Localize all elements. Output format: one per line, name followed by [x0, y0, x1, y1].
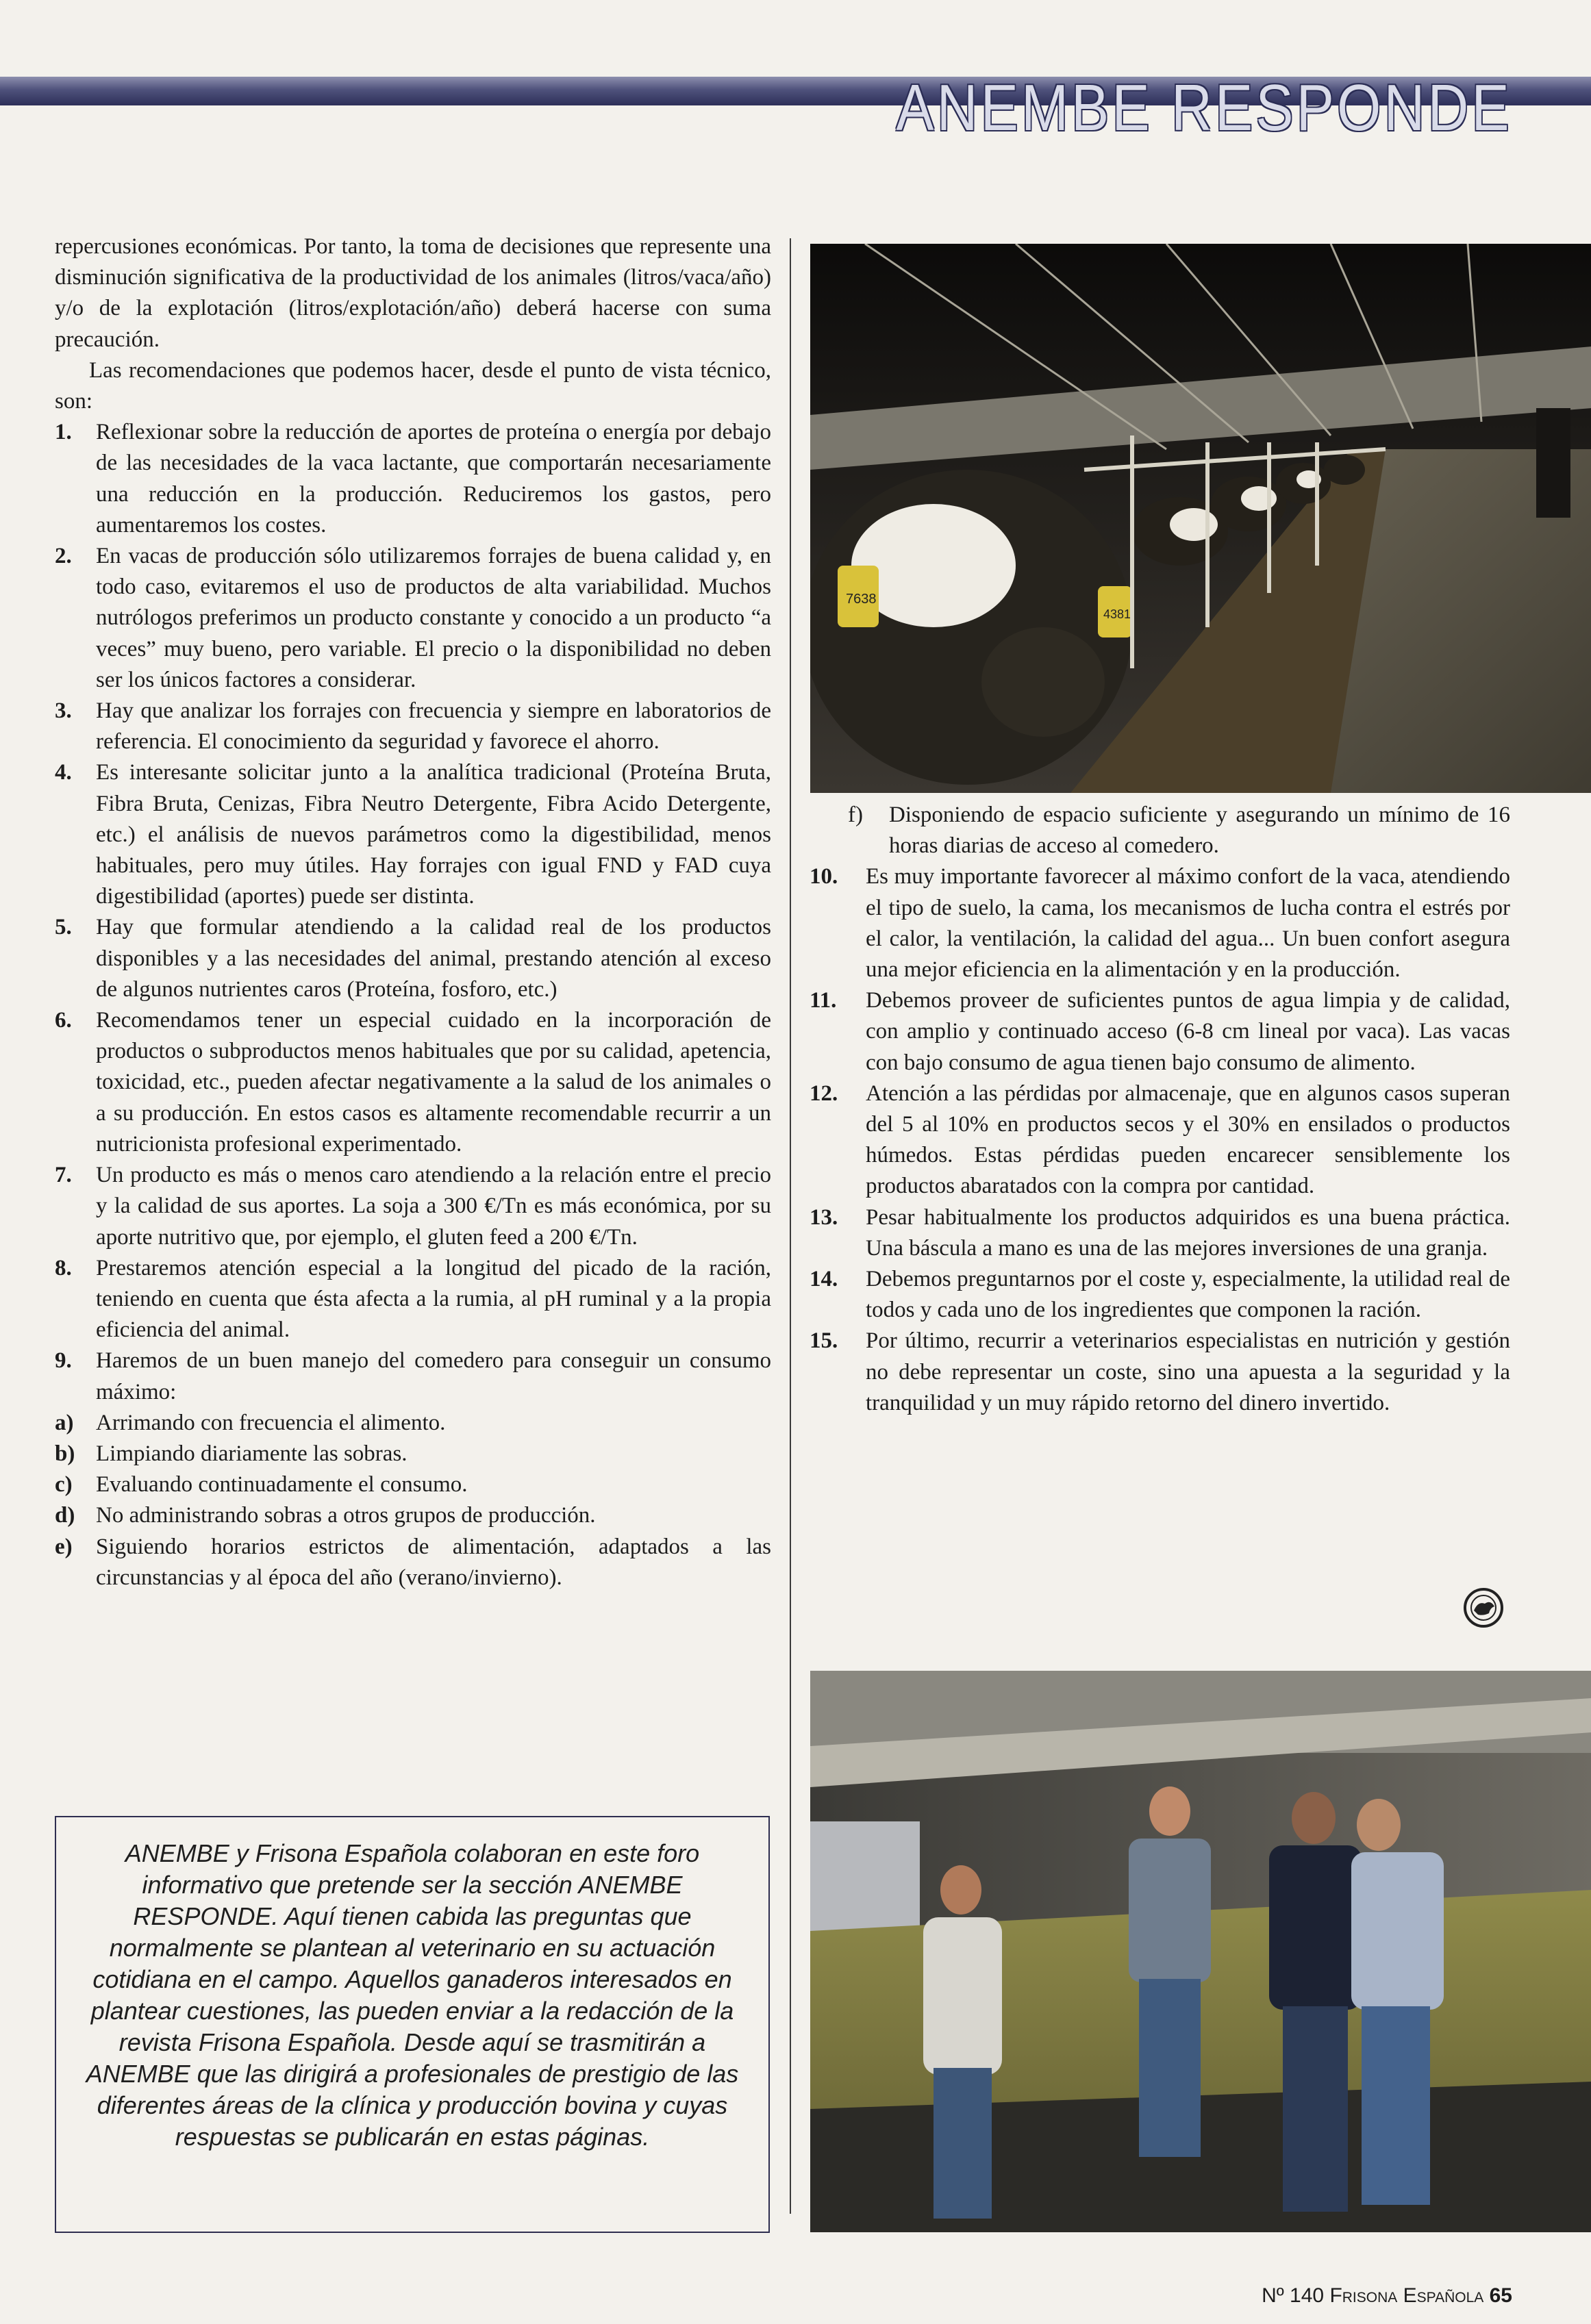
sublist-item: [848, 800, 1510, 861]
list-item: [810, 1326, 1510, 1419]
info-box: [55, 1816, 770, 2233]
item-text: Atención a las pérdidas por almacenaje, que en algunos casos superan del 5 al 10% en productos secos y el 30% en ensilados o productos húmedos. Estas pérdidas pueden encarecer sensiblemente los productos abaratados con la compra por cantidad.: [866, 1081, 1510, 1199]
list-item: [55, 912, 771, 1005]
item-text: Es interesante solicitar junto a la analítica tradicional (Proteína Bruta, Fibra Bruta, Cenizas, Fibra Neutro Detergente, Fibra Acido Detergente, etc.) el análisis de nuevos parámetros como la digestibilidad, menos habituales, pero muy útiles. Hay forrajes con igual FND y FAD cuya digestibilidad (aportes) puede ser distinta.: [96, 760, 771, 909]
item-text: Hay que analizar los forrajes con frecuencia y siempre en laboratorios de referencia. El conocimiento da seguridad y favorece el ahorro.: [96, 698, 771, 755]
item-text: No administrando sobras a otros grupos de producción.: [96, 1503, 596, 1528]
person-center-left: [1129, 1786, 1211, 2157]
paragraph: Las recomendaciones que podemos hacer, desde el punto de vista técnico, son:: [55, 357, 771, 414]
item-number: 11.: [810, 988, 837, 1013]
item-letter: c): [55, 1472, 73, 1498]
sublist-item: [55, 1469, 771, 1500]
item-number: 15.: [810, 1328, 838, 1354]
item-letter: f): [848, 803, 863, 827]
item-number: 8.: [55, 1255, 72, 1280]
item-letter: b): [55, 1441, 75, 1466]
anembe-logo-icon: [1463, 1587, 1504, 1628]
item-text: Siguiendo horarios estrictos de alimentación, adaptados a las circunstancias y al época del año (verano/invierno).: [96, 1534, 771, 1590]
item-text: Debemos preguntarnos por el coste y, especialmente, la utilidad real de todos y cada uno de los ingredientes que componen la ración.: [866, 1267, 1510, 1323]
feeding-sublist: [55, 1408, 771, 1593]
item-number: 10.: [810, 864, 838, 889]
right-column: [810, 800, 1510, 1419]
sublist-item: [55, 1439, 771, 1469]
list-item: [55, 1253, 771, 1346]
list-item: [55, 1005, 771, 1160]
item-number: 12.: [810, 1081, 838, 1106]
info-box-text: ANEMBE y Frisona Española colaboran en este foro informativo que pretende ser la sección ANEMBE RESPONDE. Aquí tienen cabida las preguntas que normalmente se plantean al veterinario en su actuación cotidiana en el campo. Aquellos ganaderos interesados en plantear cuestiones, las pueden enviar a la redacción de la revista Frisona Española. Desde aquí se trasmitirán a ANEMBE que las dirigirá a profesionales de prestigio de las diferentes áreas de la clínica y producción bovina y cuyas respuestas se publicarán en estas páginas.: [86, 1839, 739, 2151]
item-number: 7.: [55, 1163, 72, 1188]
magazine-name: Frisona Española: [1329, 2284, 1484, 2307]
list-item: [810, 861, 1510, 985]
column-divider: [790, 238, 791, 2214]
feeding-sublist-continued: [810, 800, 1510, 861]
section-title: ANEMBE RESPONDE: [896, 71, 1512, 144]
item-text: Arrimando con frecuencia el alimento.: [96, 1410, 446, 1435]
ear-tag-label: 7638: [846, 592, 877, 607]
item-text: Limpiando diariamente las sobras.: [96, 1441, 408, 1466]
item-number: 4.: [55, 760, 72, 785]
item-number: 9.: [55, 1348, 72, 1374]
paragraph: repercusiones económicas. Por tanto, la toma de decisiones que represente una disminución significativa de la productividad de los animales (litros/vaca/año) y/o de la explotación (litros/explotación/año) deberá hacerse con suma precaución.: [55, 234, 771, 352]
item-letter: a): [55, 1410, 74, 1435]
item-letter: d): [55, 1503, 75, 1528]
item-text: En vacas de producción sólo utilizaremos forrajes de buena calidad y, en todo caso, evitaremos el uso de productos de alta variabilidad. Muchos nutrólogos preferimos un producto constante y conocido a un producto “a veces” muy bueno, pero variable. El precio o la disponibilidad no deben ser los únicos factores a considerar.: [96, 544, 771, 692]
list-item: [810, 985, 1510, 1078]
page-footer: [1262, 2284, 1512, 2308]
item-text: Recomendamos tener un especial cuidado en la incorporación de productos o subproductos menos habituales que por su calidad, apetencia, toxicidad, etc., pueden afectar negativamente a la salud de los animales o a su producción. En estos casos es altamente recomendable recurrir a un nutricionista profesional experimentado.: [96, 1008, 771, 1157]
item-number: 13.: [810, 1204, 838, 1230]
page-number: 65: [1489, 2284, 1512, 2307]
item-number: 14.: [810, 1267, 838, 1292]
list-item: [55, 541, 771, 696]
item-text: Disponiendo de espacio suficiente y asegurando un mínimo de 16 horas diarias de acceso al comedero.: [889, 803, 1510, 859]
sublist-item: [55, 1408, 771, 1439]
item-text: Pesar habitualmente los productos adquiridos es una buena práctica. Una báscula a mano es una de las mejores inversiones de una granja.: [866, 1204, 1510, 1261]
photo-cows-feeding: [810, 244, 1591, 793]
list-item: [55, 757, 771, 912]
item-text: Es muy importante favorecer al máximo confort de la vaca, atendiendo el tipo de suelo, la cama, los mecanismos de lucha contra el estrés por el calor, la ventilación, la calidad del agua... Un buen confort asegura una mejor eficiencia en la alimentación y en la producción.: [866, 864, 1510, 983]
recommendations-list: [55, 417, 771, 1408]
list-item: [55, 1160, 771, 1253]
list-item: [810, 1264, 1510, 1326]
issue-number: Nº 140: [1262, 2284, 1325, 2307]
item-number: 5.: [55, 915, 72, 940]
person-left: [923, 1865, 1002, 2219]
item-number: 1.: [55, 420, 72, 445]
ear-tag-label: 4381: [1103, 607, 1131, 621]
item-number: 2.: [55, 544, 72, 569]
list-item: [55, 1346, 771, 1407]
person-center-right: [1269, 1792, 1362, 2212]
person-right: [1351, 1799, 1444, 2205]
list-item: [55, 417, 771, 541]
item-text: Evaluando continuadamente el consumo.: [96, 1472, 468, 1498]
left-column: [55, 231, 771, 1593]
item-text: Un producto es más o menos caro atendiendo a la relación entre el precio y la calidad de sus aportes. La soja a 300 €/Tn es más económica, por su aporte nutritivo que, por ejemplo, el gluten feed a 200 €/Tn.: [96, 1163, 771, 1250]
item-number: 6.: [55, 1008, 72, 1033]
sublist-item: [55, 1500, 771, 1531]
cows-barn-illustration: [810, 244, 1591, 793]
item-text: Debemos proveer de suficientes puntos de agua limpia y de calidad, con amplio y continuado acceso (6-8 cm lineal por vaca). Las vacas con bajo consumo de agua tienen bajo consumo de alimento.: [866, 988, 1510, 1075]
item-text: Reflexionar sobre la reducción de aportes de proteína o energía por debajo de las necesidades de la vaca lactante, que comportarán necesariamente una reducción en la producción. Reduciremos los gastos, pero aumentaremos los costes.: [96, 420, 771, 538]
recommendations-list-continued: [810, 861, 1510, 1419]
farm-visit-illustration: [810, 1671, 1591, 2232]
item-text: Haremos de un buen manejo del comedero para conseguir un consumo máximo:: [96, 1348, 771, 1404]
item-text: Hay que formular atendiendo a la calidad real de los productos disponibles y a las necesidades del animal, prestando atención al exceso de algunos nutrientes caros (Proteína, fosforo, etc.): [96, 915, 771, 1002]
sublist-item: [55, 1532, 771, 1593]
photo-farm-visit: [810, 1671, 1591, 2232]
list-item: [810, 1202, 1510, 1264]
list-item: [55, 696, 771, 757]
item-text: Por último, recurrir a veterinarios especialistas en nutrición y gestión no debe representar un coste, sino una apuesta a la seguridad y la tranquilidad y un muy rápido retorno del dinero invertido.: [866, 1328, 1510, 1415]
list-item: [810, 1078, 1510, 1202]
item-number: 3.: [55, 698, 72, 724]
item-letter: e): [55, 1534, 73, 1559]
item-text: Prestaremos atención especial a la longitud del picado de la ración, teniendo en cuenta que ésta afecta a la rumia, al pH ruminal y a la propia eficiencia del animal.: [96, 1255, 771, 1343]
